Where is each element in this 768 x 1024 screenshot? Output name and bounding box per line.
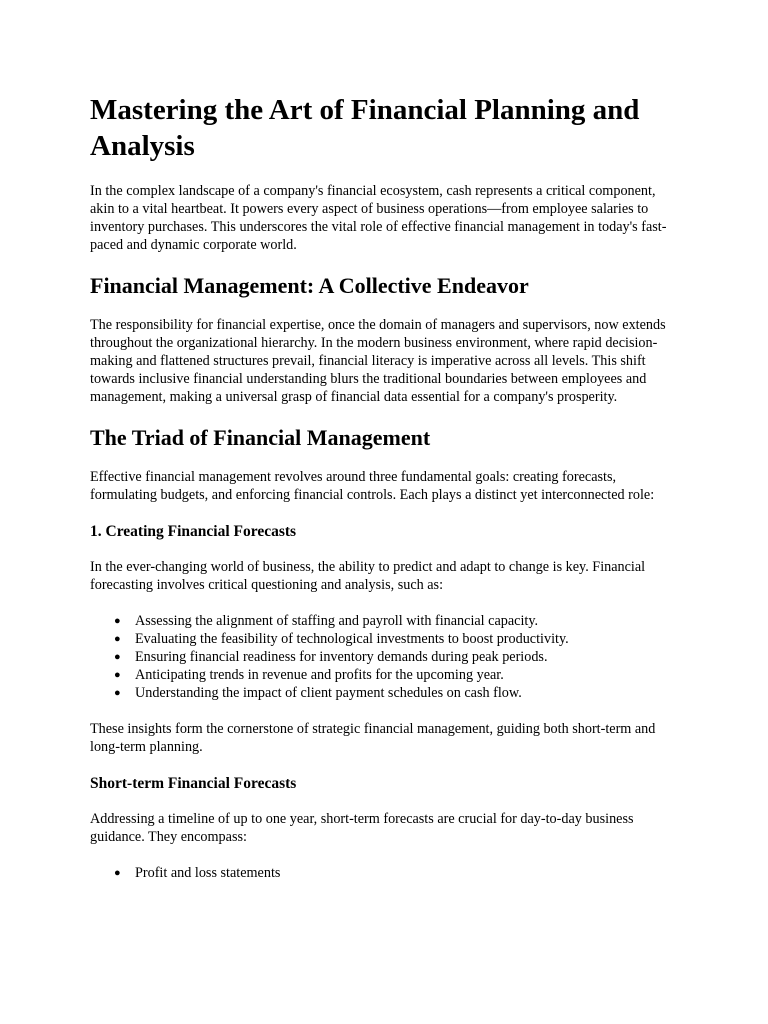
section-paragraph-collective: The responsibility for financial expertise, once the domain of managers and supervisors, now extends throughout the organizational hierarchy. In the modern business environment, where rapid decision-making and flattened structures prevail, financial literacy is imperative across all levels. This shift towards inclusive financial understanding blurs the traditional boundaries between employees and management, making a universal grasp of financial data essential for a company's prosperity.: [90, 317, 666, 405]
bullet-icon: ●: [114, 687, 121, 699]
short-term-list: [90, 864, 680, 882]
intro-paragraph: In the complex landscape of a company's financial ecosystem, cash represents a critical component, akin to a vital heartbeat. It powers every aspect of business operations—from employee salaries to inventory purchases. This underscores the vital role of effective financial management in today's fast-paced and dynamic corporate world.: [90, 183, 667, 253]
bullet-icon: ●: [114, 867, 121, 879]
bullet-icon: ●: [114, 651, 121, 663]
short-term-paragraph: Addressing a timeline of up to one year, short-term forecasts are crucial for day-to-day business guidance. They encompass:: [90, 811, 634, 845]
subheading-short-term: Short-term Financial Forecasts: [90, 775, 297, 792]
bullet-icon: ●: [114, 669, 121, 681]
list-item: ● Ensuring financial readiness for inventory demands during peak periods.: [114, 649, 548, 665]
subheading-forecasts: 1. Creating Financial Forecasts: [90, 523, 297, 540]
bullet-icon: ●: [114, 633, 121, 645]
section-heading-collective: Financial Management: A Collective Endeavor: [90, 273, 529, 298]
forecasts-paragraph: In the ever-changing world of business, the ability to predict and adapt to change is key. Financial forecasting involves critical questioning and analysis, such as:: [90, 559, 646, 593]
list-item: ● Anticipating trends in revenue and profits for the upcoming year.: [114, 667, 504, 683]
section-heading-triad: The Triad of Financial Management: [90, 425, 431, 450]
section-paragraph-triad: Effective financial management revolves around three fundamental goals: creating forecasts, formulating budgets, and enforcing financial controls. Each plays a distinct yet interconnected role:: [90, 469, 655, 503]
list-item: ● Assessing the alignment of staffing and payroll with financial capacity.: [114, 613, 539, 629]
forecasts-summary-paragraph: These insights form the cornerstone of strategic financial management, guiding both short-term and long-term planning.: [90, 721, 656, 755]
list-item: ● Profit and loss statements: [114, 865, 281, 881]
list-item: ● Understanding the impact of client payment schedules on cash flow.: [114, 685, 522, 701]
document-title: Mastering the Art of Financial Planning and Analysis: [90, 94, 640, 162]
bullet-icon: ●: [114, 615, 121, 627]
document-page: [90, 92, 680, 900]
forecasts-list: [90, 612, 680, 702]
list-item: ● Evaluating the feasibility of technological investments to boost productivity.: [114, 631, 569, 647]
